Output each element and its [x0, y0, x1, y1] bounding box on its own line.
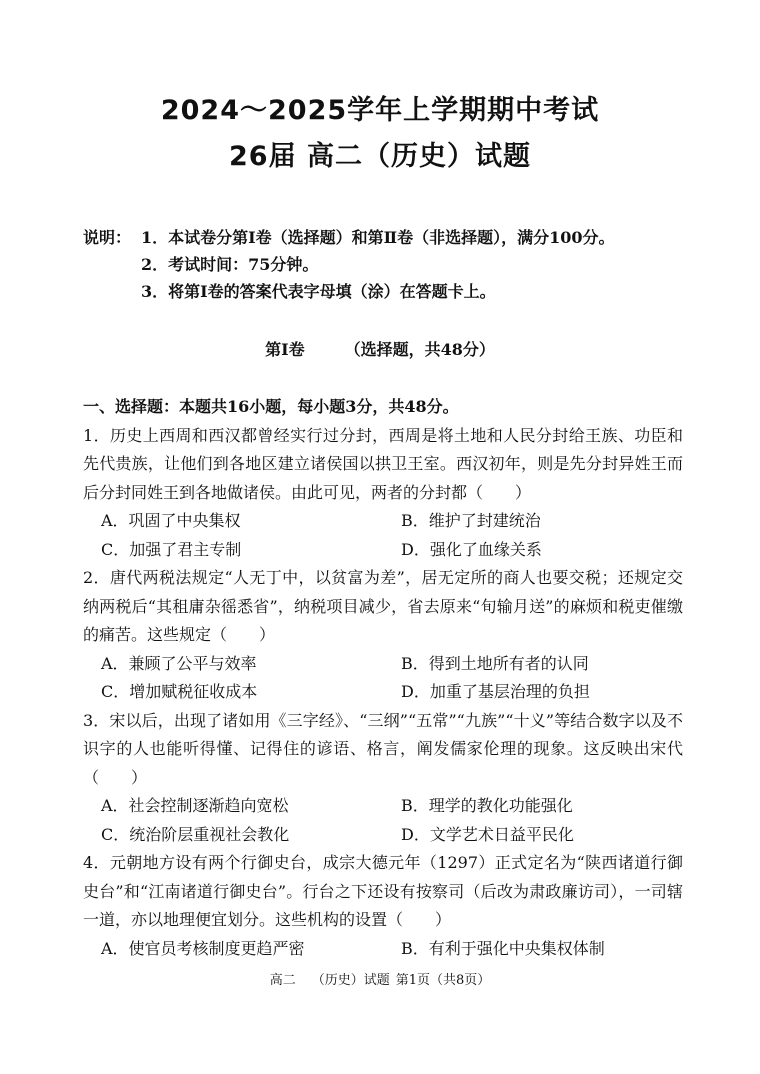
option-a: A．巩固了中央集权 [101, 511, 241, 530]
question-stem: 2．唐代两税法规定“人无丁中，以贫富为差”，居无定所的商人也要交税；还规定交纳两税后“其租庸杂徭悉省”，纳税项目减少，省去原来“旬输月送”的麻烦和税吏催缴的痛苦。这些规定（ ） [83, 568, 683, 644]
question [83, 422, 683, 565]
option-d: D．文学艺术日益平民化 [401, 824, 574, 844]
option-b: B．理学的教化功能强化 [401, 796, 573, 815]
option-c: C．加强了君主专制 [101, 539, 242, 559]
exam-title: 2024～2025学年上学期期中考试 [160, 95, 600, 126]
part-title: 一、选择题：本题共16小题，每小题3分，共48分。 [83, 397, 459, 416]
instruction-item: 1．本试卷分第Ⅰ卷（选择题）和第Ⅱ卷（非选择题），满分100分。 [141, 228, 615, 247]
option-b: B．维护了封建统治 [401, 511, 541, 530]
section-description: （选择题，共48分） [344, 340, 495, 359]
question-list [83, 393, 683, 963]
option-b: B．得到土地所有者的认同 [401, 653, 589, 673]
option-a: A．社会控制逐渐趋向宽松 [101, 796, 289, 815]
footer-page-number: 第1页（共8页） [395, 973, 491, 988]
option-a: A．使官员考核制度更趋严密 [101, 938, 305, 958]
instruction-item: 2．考试时间：75分钟。 [141, 255, 319, 274]
section-volume: 第Ⅰ卷 [265, 340, 305, 359]
option-d: D．加重了基层治理的负担 [401, 682, 590, 701]
option-d: D．强化了血缘关系 [401, 539, 542, 559]
section-heading [0, 337, 760, 360]
footer-grade: 高二 [269, 973, 296, 988]
footer-subject: （历史）试题 [311, 973, 390, 988]
question [83, 707, 683, 850]
instruction-item: 3．将第Ⅰ卷的答案代表字母填（涂）在答题卡上。 [141, 282, 496, 301]
question [83, 849, 683, 963]
question-stem: 4．元朝地方设有两个行御史台，成宗大德元年（1297）正式定名为“陕西诸道行御史台”和“江南诸道行御史台”。行台之下还设有按察司（后改为肃政廉访司），一司辖一道，亦以地理便宜划分。这些机构的设置（ ） [83, 853, 683, 929]
option-a: A．兼顾了公平与效率 [101, 653, 257, 673]
exam-subtitle: 26届 高二（历史）试题 [229, 141, 531, 172]
question-stem: 3．宋以后，出现了诸如用《三字经》、“三纲”“五常”“九族”“十义”等结合数字以及不识字的人也能听得懂、记得住的谚语、格言，阐发儒家伦理的现象。这反映出宋代（ ） [83, 710, 683, 787]
option-c: C．统治阶层重视社会教化 [101, 824, 290, 844]
question [83, 564, 683, 707]
instructions-label: 说明： [83, 228, 132, 247]
option-b: B．有利于强化中央集权体制 [401, 938, 605, 958]
question-stem: 1．历史上西周和西汉都曾经实行过分封，西周是将土地和人民分封给王族、功臣和先代贵族，让他们到各地区建立诸侯国以拱卫王室。西汉初年，则是先分封异姓王而后分封同姓王到各地做诸侯。由此可见，两者的分封都（ ） [83, 425, 683, 502]
option-c: C．增加赋税征收成本 [101, 682, 258, 701]
page-footer [0, 969, 760, 988]
instructions [83, 224, 615, 305]
